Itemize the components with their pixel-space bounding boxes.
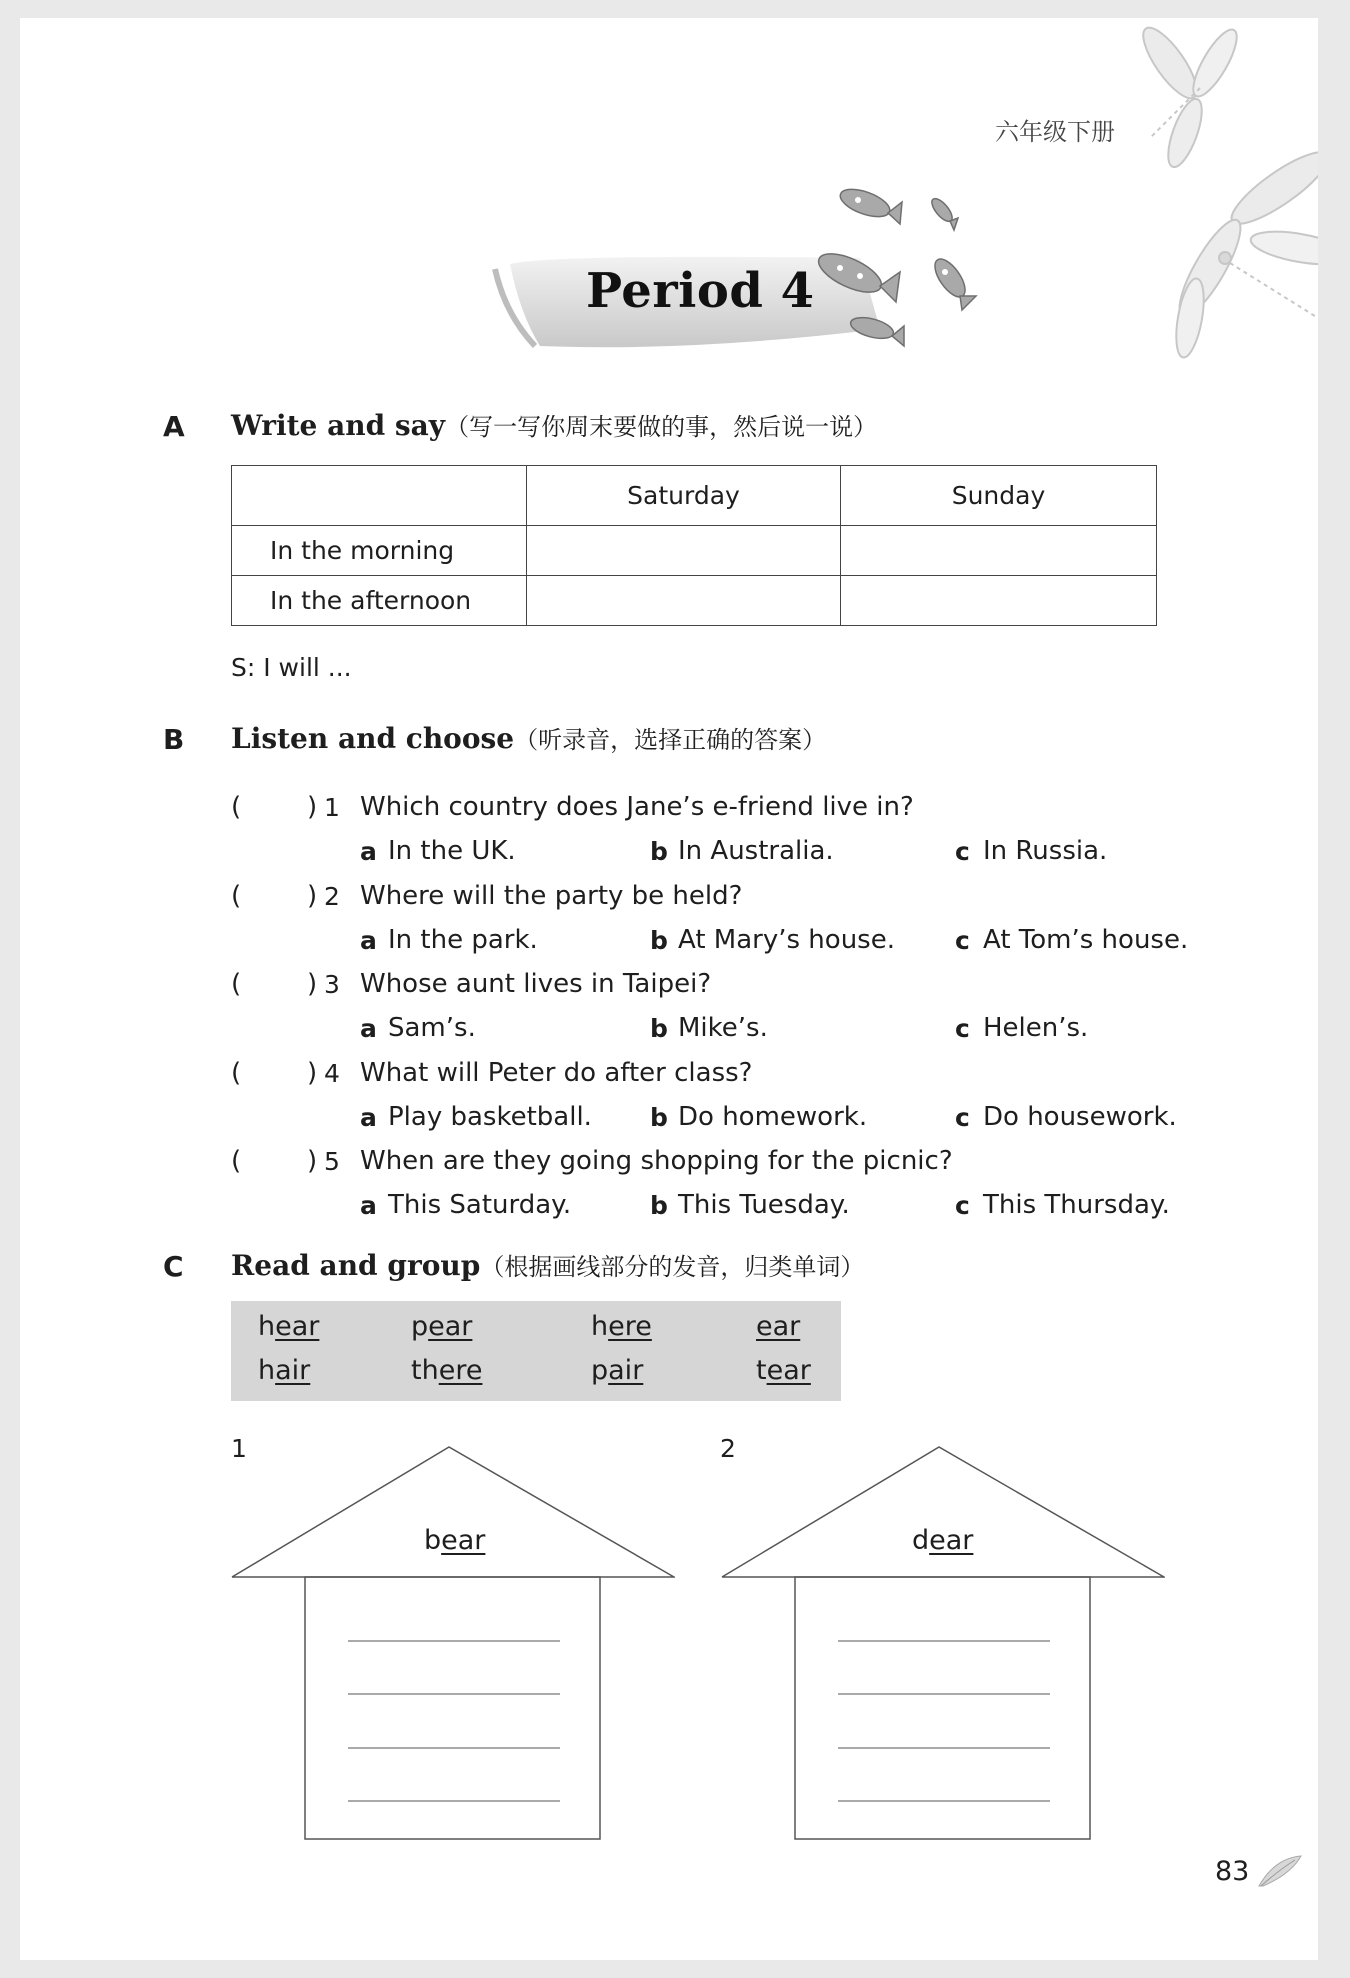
question-number: 3 — [324, 970, 340, 999]
question-text: Which country does Jane’s e-friend live in? — [360, 792, 914, 822]
word-bank-item: ear — [756, 1311, 801, 1342]
section-c-instruction: （根据画线部分的发音，归类单词） — [480, 1253, 865, 1281]
answer-cell-saturday-afternoon[interactable] — [527, 576, 841, 626]
option-text: Mike’s. — [678, 1013, 768, 1043]
option-letter: c — [955, 1102, 970, 1132]
option-text: Do housework. — [983, 1101, 1177, 1132]
answer-bracket-open: ( — [231, 1057, 242, 1088]
row-label-morning: In the morning — [232, 526, 527, 576]
option-letter: a — [360, 1191, 377, 1220]
option-text: At Tom’s house. — [983, 924, 1189, 955]
section-a-heading — [231, 407, 877, 442]
option-text: Sam’s. — [388, 1013, 476, 1043]
option-letter: b — [650, 925, 668, 955]
answer-blank[interactable] — [248, 969, 304, 1001]
house-1-number: 1 — [231, 1434, 247, 1463]
page-number: 83 — [1215, 1856, 1250, 1887]
answer-blank[interactable] — [248, 1058, 304, 1090]
word-bank-item: there — [411, 1355, 483, 1386]
section-b-title: Listen and choose — [231, 722, 515, 755]
option-text: This Tuesday. — [678, 1190, 850, 1220]
option-text: At Mary’s house. — [678, 924, 895, 955]
table-row — [232, 576, 1157, 626]
word-bank-item: tear — [756, 1355, 811, 1386]
option-letter: c — [955, 1014, 970, 1043]
grade-label: 六年级下册 — [995, 118, 1115, 146]
answer-bracket-close: ) — [307, 969, 318, 999]
option-letter: b — [650, 837, 668, 866]
option-letter: c — [955, 1191, 970, 1220]
question-text: What will Peter do after class? — [360, 1057, 753, 1088]
option-text: In Russia. — [983, 836, 1108, 866]
table-header-saturday: Saturday — [527, 466, 841, 526]
option-text: This Saturday. — [388, 1190, 572, 1220]
house-2-answer-area[interactable] — [850, 1628, 1065, 1828]
option-letter: b — [650, 1102, 668, 1132]
question-text: Whose aunt lives in Taipei? — [360, 969, 712, 999]
answer-cell-saturday-morning[interactable] — [527, 526, 841, 576]
section-c-title: Read and group — [231, 1249, 481, 1282]
word-bank — [231, 1301, 841, 1401]
option-text: Helen’s. — [983, 1013, 1089, 1043]
option-text: In the UK. — [388, 836, 516, 866]
row-label-afternoon: In the afternoon — [232, 576, 527, 626]
option-text: In the park. — [388, 924, 538, 955]
option-text: Do homework. — [678, 1101, 868, 1132]
answer-bracket-open: ( — [231, 792, 242, 822]
house-2-word: dear — [912, 1525, 974, 1556]
option-letter: b — [650, 1014, 668, 1043]
table-header-sunday: Sunday — [841, 466, 1157, 526]
house-2-number: 2 — [720, 1434, 736, 1463]
word-bank-item: pear — [411, 1311, 473, 1342]
option-text: Play basketball. — [388, 1101, 592, 1132]
option-letter: a — [360, 925, 377, 955]
option-letter: a — [360, 1014, 377, 1043]
word-bank-item: hear — [258, 1311, 320, 1342]
question-text: When are they going shopping for the picnic? — [360, 1146, 953, 1176]
question-number: 4 — [324, 1058, 340, 1088]
weekend-plan-table — [231, 465, 1157, 626]
option-text: This Thursday. — [983, 1190, 1170, 1220]
option-letter: b — [650, 1191, 668, 1220]
answer-bracket-open: ( — [231, 969, 242, 999]
table-header-cell — [232, 466, 527, 526]
word-bank-item: hair — [258, 1355, 311, 1386]
section-b-heading — [231, 720, 826, 755]
page-title: Period 4 — [586, 263, 815, 319]
section-b-letter: B — [163, 723, 185, 756]
section-c-heading — [231, 1247, 864, 1282]
option-text: In Australia. — [678, 836, 834, 866]
house-1-word: bear — [424, 1525, 486, 1556]
workbook-page — [20, 18, 1318, 1960]
answer-bracket-open: ( — [231, 1146, 242, 1176]
table-header-row — [232, 466, 1157, 526]
section-b-instruction: （听录音，选择正确的答案） — [514, 726, 827, 754]
word-bank-item: here — [591, 1311, 652, 1342]
answer-bracket-close: ) — [307, 792, 318, 822]
answer-bracket-close: ) — [307, 1146, 318, 1176]
option-letter: a — [360, 1102, 377, 1132]
fish-decoration — [800, 168, 1000, 368]
section-c-letter: C — [163, 1250, 184, 1283]
question-number: 5 — [324, 1147, 340, 1176]
question-number: 2 — [324, 881, 340, 911]
leaf-icon — [1255, 1854, 1305, 1890]
answer-cell-sunday-morning[interactable] — [841, 526, 1157, 576]
sentence-starter: S: I will ... — [231, 653, 352, 682]
answer-cell-sunday-afternoon[interactable] — [841, 576, 1157, 626]
answer-bracket-close: ) — [307, 880, 318, 911]
question-number: 1 — [324, 793, 340, 822]
answer-bracket-open: ( — [231, 880, 242, 911]
answer-blank[interactable] — [248, 1146, 304, 1178]
house-1-answer-area[interactable] — [360, 1628, 575, 1828]
section-a-letter: A — [163, 410, 185, 443]
word-bank-item: pair — [591, 1355, 644, 1386]
option-letter: c — [955, 837, 970, 866]
answer-blank[interactable] — [248, 792, 304, 824]
answer-blank[interactable] — [248, 881, 304, 913]
option-letter: a — [360, 837, 377, 866]
question-text: Where will the party be held? — [360, 880, 743, 911]
section-a-title: Write and say — [231, 409, 446, 442]
section-a-instruction: （写一写你周末要做的事，然后说一说） — [445, 413, 878, 441]
option-letter: c — [955, 925, 970, 955]
answer-bracket-close: ) — [307, 1057, 318, 1088]
table-row — [232, 526, 1157, 576]
dragonfly-decoration — [1120, 18, 1318, 378]
